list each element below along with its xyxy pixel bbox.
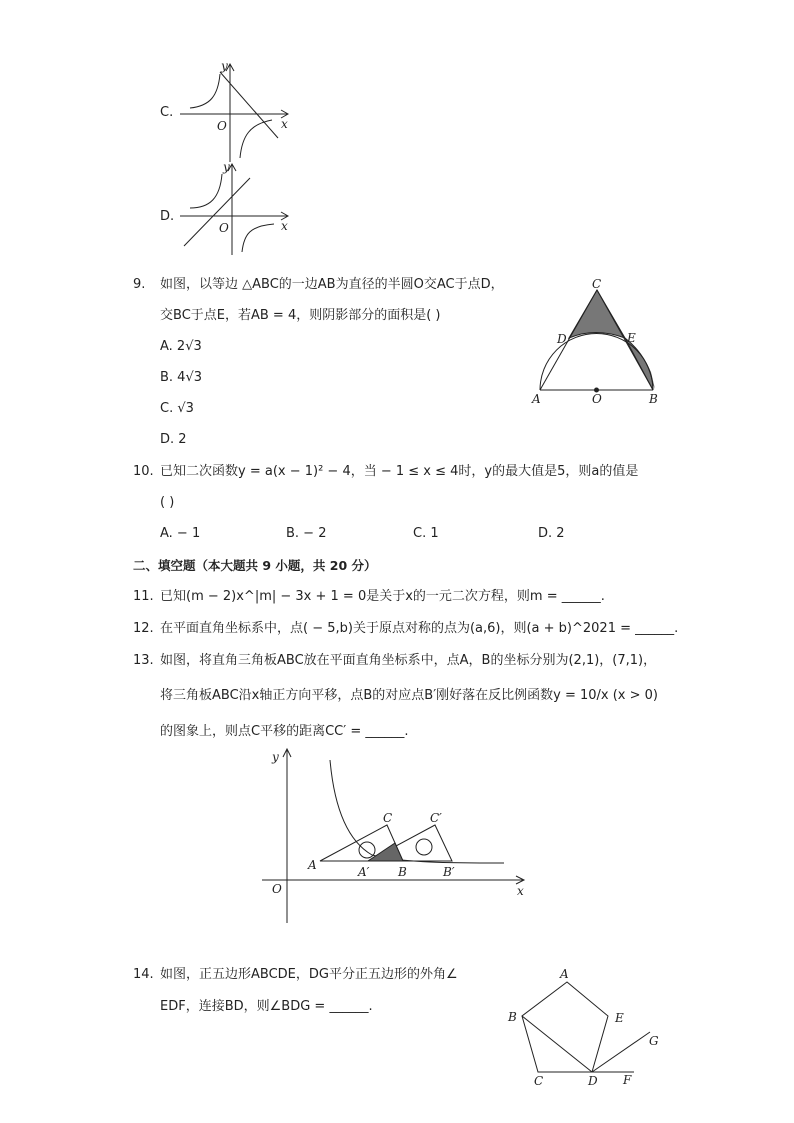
q10-line2: ( ) [160,495,175,510]
q13-label-y: y [272,750,279,764]
q14-label-e: E [615,1011,624,1025]
q13-label-x: x [517,884,524,898]
q9-label-e: E [627,331,636,345]
q9-label-d: D [557,332,567,346]
q12-number: 12. [133,621,154,636]
q14-number: 14. [133,967,154,982]
q13-figure [262,745,542,925]
q9-option-b: B. 4√3 [160,370,203,385]
q8c-x-label: x [281,117,288,131]
q8c-y-label: y [221,59,228,73]
q14-line2: EDF，连接BD，则∠BDG = ______. [160,999,373,1014]
q14-label-d: D [588,1074,598,1088]
q9-figure [525,272,665,412]
q10-option-a: A. − 1 [160,526,201,541]
q13-label-b: B [398,865,407,879]
q8d-y-label: y [223,160,230,174]
q11-text: 已知(m − 2)x^|m| − 3x + 1 = 0是关于x的一元二次方程，则m = ______. [160,589,605,604]
q10-number: 10. [133,464,154,479]
q8d-origin: O [219,221,229,235]
q9-label-a: A [532,392,541,406]
q14-label-g: G [649,1034,659,1048]
q9-label-b: B [649,392,658,406]
q13-line2: 将三角板ABC沿x轴正方向平移，点B的对应点B′刚好落在反比例函数y = 10/x (x > 0) [160,688,659,703]
q13-label-c: C [383,811,393,825]
q9-option-d: D. 2 [160,432,187,447]
q9-number: 9. [133,277,146,292]
q9-option-a: A. 2√3 [160,339,202,354]
q13-line1: 如图，将直角三角板ABC放在平面直角坐标系中，点A，B的坐标分别为(2,1)，(7,1)， [160,653,657,668]
q10-option-d: D. 2 [538,526,565,541]
q14-label-b: B [508,1010,517,1024]
q14-label-a: A [560,967,569,981]
q8c-origin: O [217,119,227,133]
q13-label-b-prime: B′ [443,865,455,879]
q9-label-o: O [592,392,602,406]
q10-line1: 已知二次函数y = a(x − 1)² − 4，当 − 1 ≤ x ≤ 4时，y的最大值是5，则a的值是 [160,464,639,479]
q9-option-c: C. √3 [160,401,194,416]
q8d-x-label: x [281,219,288,233]
q13-label-c-prime: C′ [430,811,442,825]
q10-option-c: C. 1 [413,526,439,541]
q13-label-o: O [272,882,282,896]
q13-line3: 的图象上，则点C平移的距离CC′ = ______. [160,724,409,739]
q14-label-f: F [623,1073,632,1087]
section-heading-fill-in: 二、填空题（本大题共 9 小题，共 20 分） [133,558,377,573]
q9-line1: 如图，以等边 △ABC的一边AB为直径的半圆O交AC于点D， [160,277,504,292]
q13-number: 13. [133,653,154,668]
q13-label-a-prime: A′ [358,865,370,879]
q13-label-a: A [308,858,317,872]
q10-option-b: B. − 2 [286,526,327,541]
q8-option-d-label: D. [160,209,175,224]
q14-label-c: C [534,1074,544,1088]
q11-number: 11. [133,589,154,604]
q14-line1: 如图，正五边形ABCDE，DG平分正五边形的外角∠ [160,967,458,982]
q8-graph-d [180,160,300,260]
q9-line2: 交BC于点E，若AB = 4，则阴影部分的面积是( ) [160,308,441,323]
q8-graph-c [180,58,300,168]
q14-figure [500,960,670,1090]
q12-text: 在平面直角坐标系中，点( − 5,b)关于原点对称的点为(a,6)，则(a + b)^2021 = ______. [160,621,679,636]
q8-option-c-label: C. [160,105,174,120]
q9-label-c: C [592,277,602,291]
